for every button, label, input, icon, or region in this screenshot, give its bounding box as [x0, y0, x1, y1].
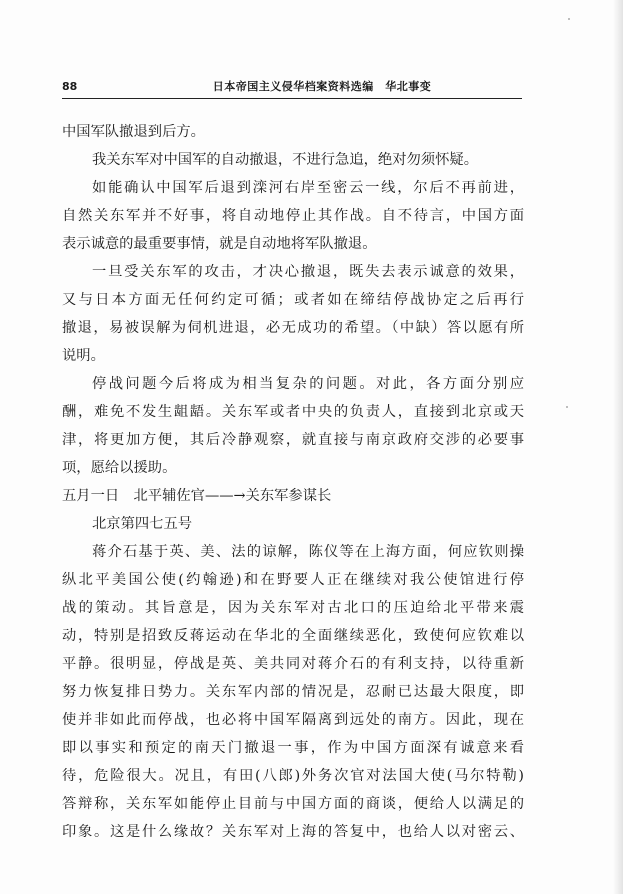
header-rule [62, 98, 522, 99]
page-number: 88 [62, 80, 78, 93]
body-text [62, 118, 524, 846]
text-line: 项，愿给以援助。 [62, 460, 177, 476]
text-line: 印象。这是什么缘故？关东军对上海的答复中，也给人以对密云、 [62, 824, 524, 840]
text-line: 纵北平美国公使(约翰逊)和在野要人正在继续对我公使馆进行停 [62, 572, 524, 588]
text-line: 待，危险很大。况且，有田(八郎)外务次官对法国大使(马尔特勒) [62, 768, 524, 784]
text-line: 使并非如此而停战，也必将中国军隔离到远处的南方。因此，现在 [62, 712, 524, 728]
text-line: 中国军队撤退到后方。 [62, 124, 205, 140]
scan-speck [568, 18, 570, 20]
text-line: 平静。很明显，停战是英、美共同对蒋介石的有利支持，以待重新 [62, 656, 524, 672]
text-line: 答辩称，关东军如能停止目前与中国方面的商谈，便给人以满足的 [62, 796, 524, 812]
text-line: 津，将更加方便，其后冷静观察，就直接与南京政府交涉的必要事 [62, 432, 524, 448]
text-line: 又与日本方面无任何约定可循；或者如在缔结停战协定之后再行 [62, 292, 524, 308]
text-line: 蒋介石基于英、美、法的谅解，陈仪等在上海方面，何应钦则操 [92, 544, 524, 560]
text-line: 一旦受关东军的攻击，才决心撤退，既失去表示诚意的效果， [92, 264, 524, 280]
text-line: 我关东军对中国军的自动撤退，不进行急追，绝对勿须怀疑。 [92, 152, 479, 168]
text-line: 停战问题今后将成为相当复杂的问题。对此，各方面分别应 [92, 376, 524, 392]
text-line: 即以事实和预定的南天门撤退一事，作为中国方面深有诚意来看 [62, 740, 524, 756]
page-edge-shadow [613, 0, 623, 894]
text-line: 战的策动。其旨意是，因为关东军对古北口的压迫给北平带来震 [62, 600, 524, 616]
running-head: 日本帝国主义侵华档案资料选编 华北事变 [212, 80, 432, 93]
text-line: 努力恢复排日势力。关东军内部的情况是，忍耐已达最大限度，即 [62, 684, 524, 700]
page-header [62, 78, 562, 96]
text-line: 动，特别是招致反蒋运动在华北的全面继续恶化，致使何应钦难以 [62, 628, 524, 644]
text-line: 如能确认中国军后退到滦河右岸至密云一线，尔后不再前进， [92, 180, 524, 196]
text-line: 酬，难免不发生龃龉。关东军或者中央的负责人，直接到北京或天 [62, 404, 524, 420]
text-line: 撤退，易被误解为伺机进退，必无成功的希望。（中缺）答以愿有所 [62, 320, 524, 336]
text-line: 说明。 [62, 348, 105, 364]
text-line: 五月一日 北平辅佐官——→关东军参谋长 [62, 488, 332, 504]
text-line: 表示诚意的最重要事情，就是自动地将军队撤退。 [62, 236, 377, 252]
text-line: 北京第四七五号 [92, 516, 193, 532]
scan-speck [566, 406, 568, 408]
text-line: 自然关东军并不好事，将自动地停止其作战。自不待言，中国方面 [62, 208, 524, 224]
